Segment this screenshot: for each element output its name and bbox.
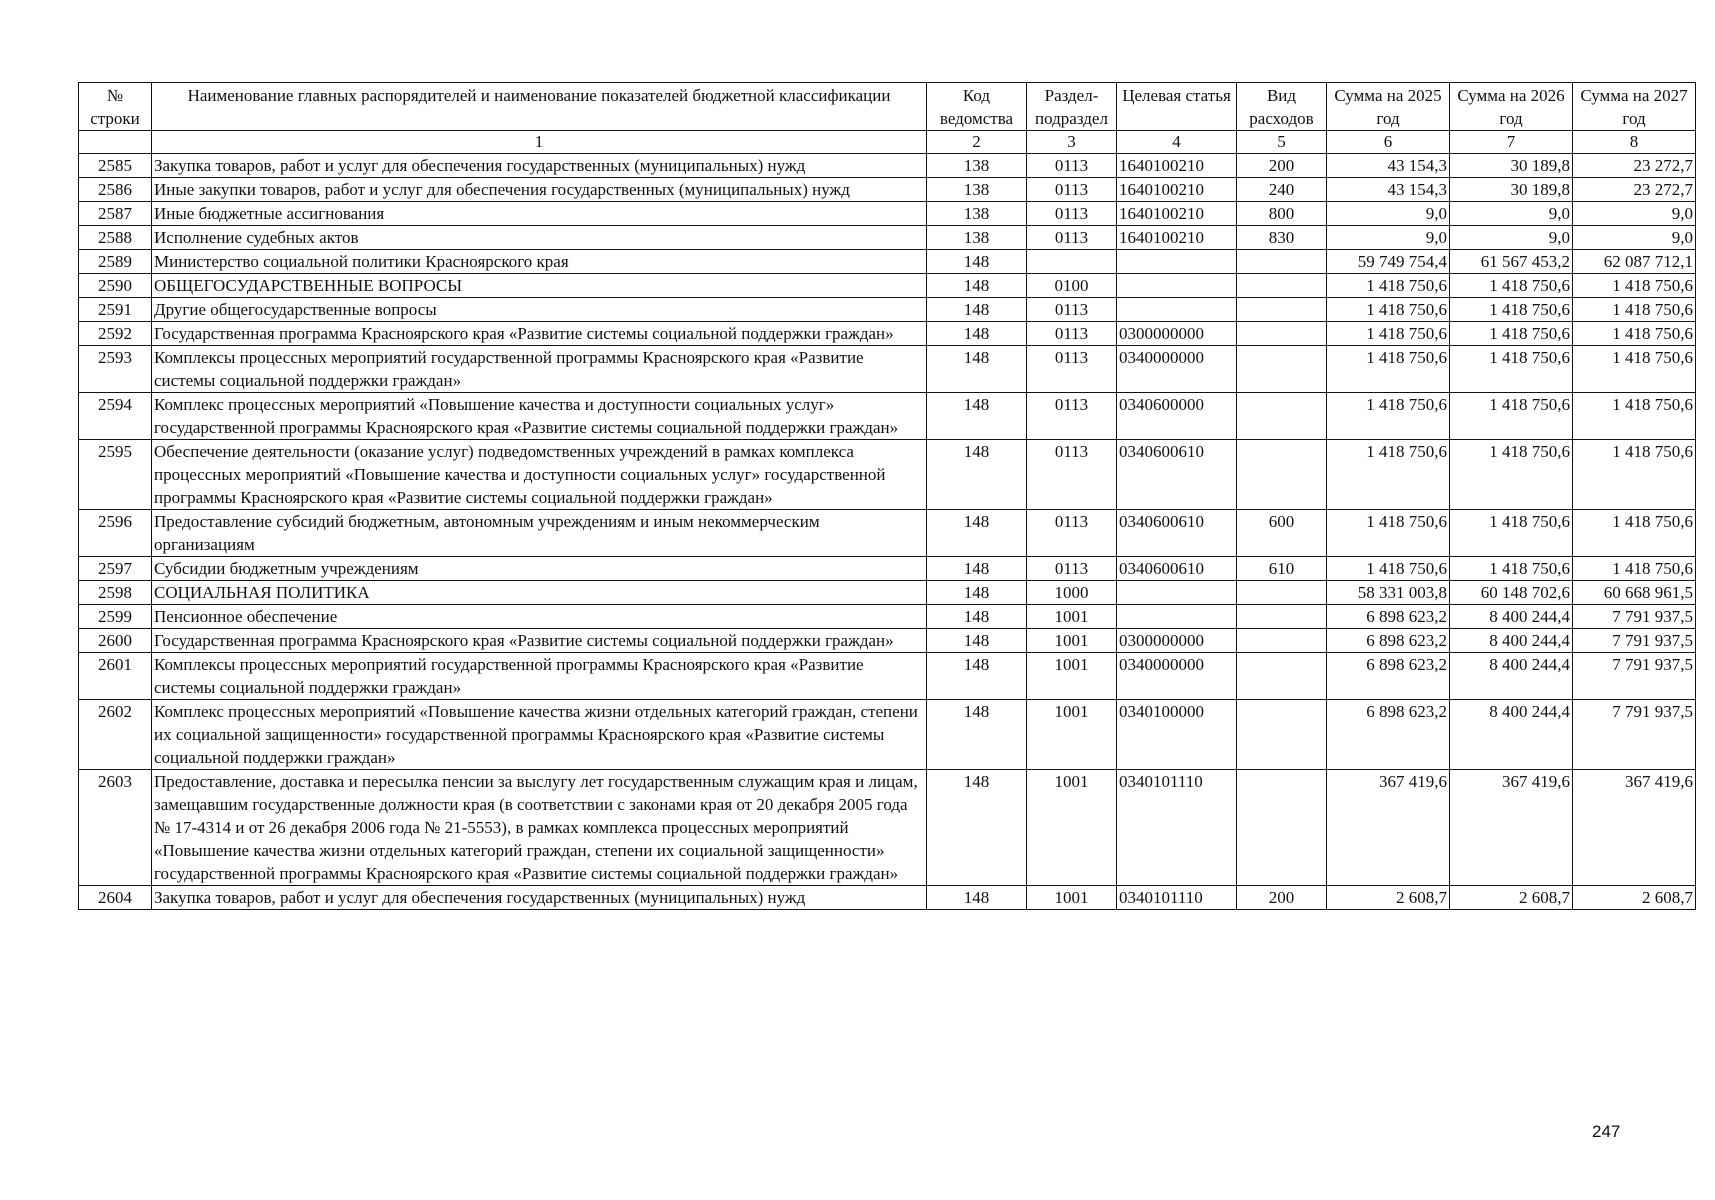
- sum-2027-cell: 23 272,7: [1573, 154, 1696, 178]
- expense-type-cell: 800: [1237, 202, 1327, 226]
- expense-type-cell: 600: [1237, 510, 1327, 557]
- header-target-article: Целевая статья: [1117, 83, 1237, 131]
- table-row: [79, 274, 1696, 298]
- table-row: [79, 886, 1696, 910]
- sum-2025-cell: 6 898 623,2: [1327, 653, 1450, 700]
- column-number-empty: [79, 131, 152, 154]
- row-name-cell: Иные закупки товаров, работ и услуг для обеспечения государственных (муниципальных) нужд: [152, 178, 927, 202]
- expense-type-cell: 240: [1237, 178, 1327, 202]
- sum-2025-cell: 1 418 750,6: [1327, 298, 1450, 322]
- row-name-cell: Государственная программа Красноярского края «Развитие системы социальной поддержки граждан»: [152, 629, 927, 653]
- sum-2027-cell: 60 668 961,5: [1573, 581, 1696, 605]
- dept-code-cell: 148: [927, 629, 1027, 653]
- row-name-cell: Пенсионное обеспечение: [152, 605, 927, 629]
- section-cell: 0113: [1027, 298, 1117, 322]
- table-row: [79, 346, 1696, 393]
- expense-type-cell: [1237, 393, 1327, 440]
- target-article-cell: 1640100210: [1117, 226, 1237, 250]
- sum-2026-cell: 1 418 750,6: [1450, 274, 1573, 298]
- table-row: [79, 770, 1696, 886]
- table-row: [79, 154, 1696, 178]
- sum-2025-cell: 59 749 754,4: [1327, 250, 1450, 274]
- section-cell: 0113: [1027, 322, 1117, 346]
- target-article-cell: 0340000000: [1117, 653, 1237, 700]
- sum-2025-cell: 6 898 623,2: [1327, 700, 1450, 770]
- table-row: [79, 393, 1696, 440]
- sum-2025-cell: 367 419,6: [1327, 770, 1450, 886]
- row-name-cell: Государственная программа Красноярского края «Развитие системы социальной поддержки граждан»: [152, 322, 927, 346]
- row-number-cell: 2604: [79, 886, 152, 910]
- sum-2026-cell: 8 400 244,4: [1450, 653, 1573, 700]
- row-number-cell: 2601: [79, 653, 152, 700]
- sum-2025-cell: 1 418 750,6: [1327, 322, 1450, 346]
- row-name-cell: Субсидии бюджетным учреждениям: [152, 557, 927, 581]
- table-row: [79, 202, 1696, 226]
- sum-2025-cell: 1 418 750,6: [1327, 510, 1450, 557]
- row-number-cell: 2587: [79, 202, 152, 226]
- sum-2027-cell: 7 791 937,5: [1573, 700, 1696, 770]
- table-row: [79, 178, 1696, 202]
- target-article-cell: 0340600000: [1117, 393, 1237, 440]
- sum-2025-cell: 58 331 003,8: [1327, 581, 1450, 605]
- expense-type-cell: [1237, 250, 1327, 274]
- row-name-cell: Другие общегосударственные вопросы: [152, 298, 927, 322]
- section-cell: 0113: [1027, 557, 1117, 581]
- expense-type-cell: [1237, 322, 1327, 346]
- row-name-cell: Закупка товаров, работ и услуг для обеспечения государственных (муниципальных) нужд: [152, 886, 927, 910]
- sum-2026-cell: 367 419,6: [1450, 770, 1573, 886]
- expense-type-cell: [1237, 274, 1327, 298]
- dept-code-cell: 138: [927, 154, 1027, 178]
- dept-code-cell: 148: [927, 393, 1027, 440]
- row-number-cell: 2591: [79, 298, 152, 322]
- expense-type-cell: [1237, 653, 1327, 700]
- column-number: 6: [1327, 131, 1450, 154]
- sum-2027-cell: 1 418 750,6: [1573, 557, 1696, 581]
- column-number: 2: [927, 131, 1027, 154]
- expense-type-cell: 200: [1237, 886, 1327, 910]
- sum-2026-cell: 61 567 453,2: [1450, 250, 1573, 274]
- expense-type-cell: 830: [1237, 226, 1327, 250]
- row-name-cell: Предоставление, доставка и пересылка пенсии за выслугу лет государственным служащим края и лицам, замещавшим государственные должности края (в соответствии с законами края от 20 декабря 2005 года № 17-4314 и от 26 декабря 2006 года № 21-5553), в рамках комплекса процессных мероприятий «Повышение качества жизни отдельных категорий граждан, степени их социальной защищенности» государственной программы Красноярского края «Развитие системы социальной поддержки граждан»: [152, 770, 927, 886]
- target-article-cell: [1117, 605, 1237, 629]
- row-number-cell: 2595: [79, 440, 152, 510]
- sum-2025-cell: 6 898 623,2: [1327, 629, 1450, 653]
- sum-2026-cell: 9,0: [1450, 202, 1573, 226]
- dept-code-cell: 148: [927, 510, 1027, 557]
- table-row: [79, 250, 1696, 274]
- target-article-cell: 0340600610: [1117, 557, 1237, 581]
- target-article-cell: 0340101110: [1117, 886, 1237, 910]
- target-article-cell: [1117, 581, 1237, 605]
- row-name-cell: Исполнение судебных актов: [152, 226, 927, 250]
- sum-2027-cell: 7 791 937,5: [1573, 653, 1696, 700]
- expense-type-cell: [1237, 770, 1327, 886]
- row-number-cell: 2588: [79, 226, 152, 250]
- column-number: 5: [1237, 131, 1327, 154]
- sum-2027-cell: 1 418 750,6: [1573, 298, 1696, 322]
- section-cell: 1001: [1027, 770, 1117, 886]
- sum-2025-cell: 6 898 623,2: [1327, 605, 1450, 629]
- table-row: [79, 605, 1696, 629]
- expense-type-cell: [1237, 346, 1327, 393]
- row-name-cell: Министерство социальной политики Красноярского края: [152, 250, 927, 274]
- row-number-cell: 2589: [79, 250, 152, 274]
- section-cell: 1001: [1027, 605, 1117, 629]
- budget-table: [78, 82, 1696, 910]
- section-cell: 1001: [1027, 653, 1117, 700]
- target-article-cell: 1640100210: [1117, 178, 1237, 202]
- section-cell: 0113: [1027, 178, 1117, 202]
- table-row: [79, 653, 1696, 700]
- target-article-cell: 1640100210: [1117, 154, 1237, 178]
- sum-2025-cell: 1 418 750,6: [1327, 557, 1450, 581]
- header-row: [79, 83, 1696, 131]
- header-sum-2025: Сумма на 2025 год: [1327, 83, 1450, 131]
- table-body: [79, 154, 1696, 910]
- sum-2025-cell: 43 154,3: [1327, 178, 1450, 202]
- row-number-cell: 2586: [79, 178, 152, 202]
- dept-code-cell: 148: [927, 605, 1027, 629]
- row-name-cell: Комплекс процессных мероприятий «Повышение качества жизни отдельных категорий граждан, степени их социальной защищенности» государственной программы Красноярского края «Развитие системы социальной поддержки граждан»: [152, 700, 927, 770]
- expense-type-cell: 200: [1237, 154, 1327, 178]
- sum-2025-cell: 1 418 750,6: [1327, 274, 1450, 298]
- row-number-cell: 2594: [79, 393, 152, 440]
- target-article-cell: 0340101110: [1117, 770, 1237, 886]
- column-number: 3: [1027, 131, 1117, 154]
- column-number: 8: [1573, 131, 1696, 154]
- expense-type-cell: [1237, 700, 1327, 770]
- target-article-cell: 0340600610: [1117, 440, 1237, 510]
- sum-2026-cell: 1 418 750,6: [1450, 557, 1573, 581]
- sum-2026-cell: 1 418 750,6: [1450, 440, 1573, 510]
- sum-2027-cell: 7 791 937,5: [1573, 629, 1696, 653]
- expense-type-cell: 610: [1237, 557, 1327, 581]
- expense-type-cell: [1237, 440, 1327, 510]
- dept-code-cell: 148: [927, 274, 1027, 298]
- column-number: 4: [1117, 131, 1237, 154]
- sum-2025-cell: 9,0: [1327, 226, 1450, 250]
- sum-2027-cell: 2 608,7: [1573, 886, 1696, 910]
- header-name: Наименование главных распорядителей и наименование показателей бюджетной классификации: [152, 83, 927, 131]
- sum-2026-cell: 8 400 244,4: [1450, 605, 1573, 629]
- row-name-cell: Закупка товаров, работ и услуг для обеспечения государственных (муниципальных) нужд: [152, 154, 927, 178]
- sum-2025-cell: 2 608,7: [1327, 886, 1450, 910]
- header-row-no: № строки: [79, 83, 152, 131]
- sum-2026-cell: 30 189,8: [1450, 178, 1573, 202]
- section-cell: 1001: [1027, 629, 1117, 653]
- sum-2027-cell: 1 418 750,6: [1573, 440, 1696, 510]
- dept-code-cell: 148: [927, 770, 1027, 886]
- table-row: [79, 700, 1696, 770]
- header-dept-code: Код ведомства: [927, 83, 1027, 131]
- dept-code-cell: 148: [927, 298, 1027, 322]
- row-name-cell: Обеспечение деятельности (оказание услуг) подведомственных учреждений в рамках комплекса процессных мероприятий «Повышение качества и доступности социальных услуг» государственной программы Красноярского края «Развитие системы социальной поддержки граждан»: [152, 440, 927, 510]
- sum-2027-cell: 1 418 750,6: [1573, 510, 1696, 557]
- sum-2026-cell: 8 400 244,4: [1450, 700, 1573, 770]
- row-name-cell: Комплекс процессных мероприятий «Повышение качества и доступности социальных услуг» государственной программы Красноярского края «Развитие системы социальной поддержки граждан»: [152, 393, 927, 440]
- row-number-cell: 2598: [79, 581, 152, 605]
- column-number: 1: [152, 131, 927, 154]
- sum-2026-cell: 1 418 750,6: [1450, 322, 1573, 346]
- target-article-cell: [1117, 274, 1237, 298]
- dept-code-cell: 148: [927, 250, 1027, 274]
- sum-2025-cell: 1 418 750,6: [1327, 440, 1450, 510]
- row-number-cell: 2592: [79, 322, 152, 346]
- target-article-cell: 0340600610: [1117, 510, 1237, 557]
- section-cell: 0113: [1027, 226, 1117, 250]
- sum-2025-cell: 1 418 750,6: [1327, 393, 1450, 440]
- dept-code-cell: 138: [927, 178, 1027, 202]
- section-cell: [1027, 250, 1117, 274]
- sum-2026-cell: 1 418 750,6: [1450, 393, 1573, 440]
- table-row: [79, 629, 1696, 653]
- dept-code-cell: 148: [927, 886, 1027, 910]
- expense-type-cell: [1237, 629, 1327, 653]
- section-cell: 0113: [1027, 393, 1117, 440]
- row-number-cell: 2596: [79, 510, 152, 557]
- row-name-cell: Предоставление субсидий бюджетным, автономным учреждениям и иным некоммерческим организациям: [152, 510, 927, 557]
- table-row: [79, 298, 1696, 322]
- target-article-cell: 0300000000: [1117, 322, 1237, 346]
- section-cell: 1001: [1027, 886, 1117, 910]
- section-cell: 0113: [1027, 202, 1117, 226]
- header-expense-type: Вид расходов: [1237, 83, 1327, 131]
- table-row: [79, 322, 1696, 346]
- section-cell: 1001: [1027, 700, 1117, 770]
- sum-2026-cell: 30 189,8: [1450, 154, 1573, 178]
- section-cell: 1000: [1027, 581, 1117, 605]
- sum-2026-cell: 60 148 702,6: [1450, 581, 1573, 605]
- dept-code-cell: 148: [927, 346, 1027, 393]
- dept-code-cell: 138: [927, 202, 1027, 226]
- row-number-cell: 2590: [79, 274, 152, 298]
- sum-2026-cell: 1 418 750,6: [1450, 298, 1573, 322]
- sum-2027-cell: 1 418 750,6: [1573, 274, 1696, 298]
- section-cell: 0113: [1027, 440, 1117, 510]
- header-sum-2026: Сумма на 2026 год: [1450, 83, 1573, 131]
- section-cell: 0113: [1027, 346, 1117, 393]
- sum-2025-cell: 43 154,3: [1327, 154, 1450, 178]
- sum-2027-cell: 7 791 937,5: [1573, 605, 1696, 629]
- dept-code-cell: 148: [927, 322, 1027, 346]
- row-number-cell: 2599: [79, 605, 152, 629]
- column-number-row: [79, 131, 1696, 154]
- table-row: [79, 510, 1696, 557]
- row-number-cell: 2593: [79, 346, 152, 393]
- table-row: [79, 440, 1696, 510]
- sum-2025-cell: 9,0: [1327, 202, 1450, 226]
- row-name-cell: Иные бюджетные ассигнования: [152, 202, 927, 226]
- expense-type-cell: [1237, 605, 1327, 629]
- sum-2027-cell: 1 418 750,6: [1573, 322, 1696, 346]
- row-name-cell: СОЦИАЛЬНАЯ ПОЛИТИКА: [152, 581, 927, 605]
- target-article-cell: 0340000000: [1117, 346, 1237, 393]
- dept-code-cell: 138: [927, 226, 1027, 250]
- expense-type-cell: [1237, 581, 1327, 605]
- sum-2026-cell: 1 418 750,6: [1450, 346, 1573, 393]
- row-number-cell: 2585: [79, 154, 152, 178]
- dept-code-cell: 148: [927, 557, 1027, 581]
- row-name-cell: Комплексы процессных мероприятий государственной программы Красноярского края «Развитие системы социальной поддержки граждан»: [152, 653, 927, 700]
- sum-2027-cell: 62 087 712,1: [1573, 250, 1696, 274]
- table-row: [79, 557, 1696, 581]
- row-number-cell: 2603: [79, 770, 152, 886]
- sum-2027-cell: 1 418 750,6: [1573, 346, 1696, 393]
- sum-2026-cell: 1 418 750,6: [1450, 510, 1573, 557]
- row-number-cell: 2597: [79, 557, 152, 581]
- section-cell: 0113: [1027, 510, 1117, 557]
- dept-code-cell: 148: [927, 581, 1027, 605]
- target-article-cell: 1640100210: [1117, 202, 1237, 226]
- target-article-cell: [1117, 250, 1237, 274]
- dept-code-cell: 148: [927, 653, 1027, 700]
- sum-2027-cell: 367 419,6: [1573, 770, 1696, 886]
- column-number: 7: [1450, 131, 1573, 154]
- sum-2027-cell: 9,0: [1573, 202, 1696, 226]
- expense-type-cell: [1237, 298, 1327, 322]
- section-cell: 0100: [1027, 274, 1117, 298]
- page-number: 247: [1592, 1122, 1621, 1141]
- sum-2027-cell: 1 418 750,6: [1573, 393, 1696, 440]
- sum-2026-cell: 9,0: [1450, 226, 1573, 250]
- row-number-cell: 2600: [79, 629, 152, 653]
- target-article-cell: 0340100000: [1117, 700, 1237, 770]
- sum-2025-cell: 1 418 750,6: [1327, 346, 1450, 393]
- section-cell: 0113: [1027, 154, 1117, 178]
- header-section: Раздел-подраздел: [1027, 83, 1117, 131]
- row-name-cell: Комплексы процессных мероприятий государственной программы Красноярского края «Развитие системы социальной поддержки граждан»: [152, 346, 927, 393]
- row-name-cell: ОБЩЕГОСУДАРСТВЕННЫЕ ВОПРОСЫ: [152, 274, 927, 298]
- header-sum-2027: Сумма на 2027 год: [1573, 83, 1696, 131]
- table-row: [79, 226, 1696, 250]
- target-article-cell: [1117, 298, 1237, 322]
- table-row: [79, 581, 1696, 605]
- target-article-cell: 0300000000: [1117, 629, 1237, 653]
- sum-2026-cell: 8 400 244,4: [1450, 629, 1573, 653]
- sum-2027-cell: 9,0: [1573, 226, 1696, 250]
- dept-code-cell: 148: [927, 440, 1027, 510]
- dept-code-cell: 148: [927, 700, 1027, 770]
- sum-2027-cell: 23 272,7: [1573, 178, 1696, 202]
- sum-2026-cell: 2 608,7: [1450, 886, 1573, 910]
- row-number-cell: 2602: [79, 700, 152, 770]
